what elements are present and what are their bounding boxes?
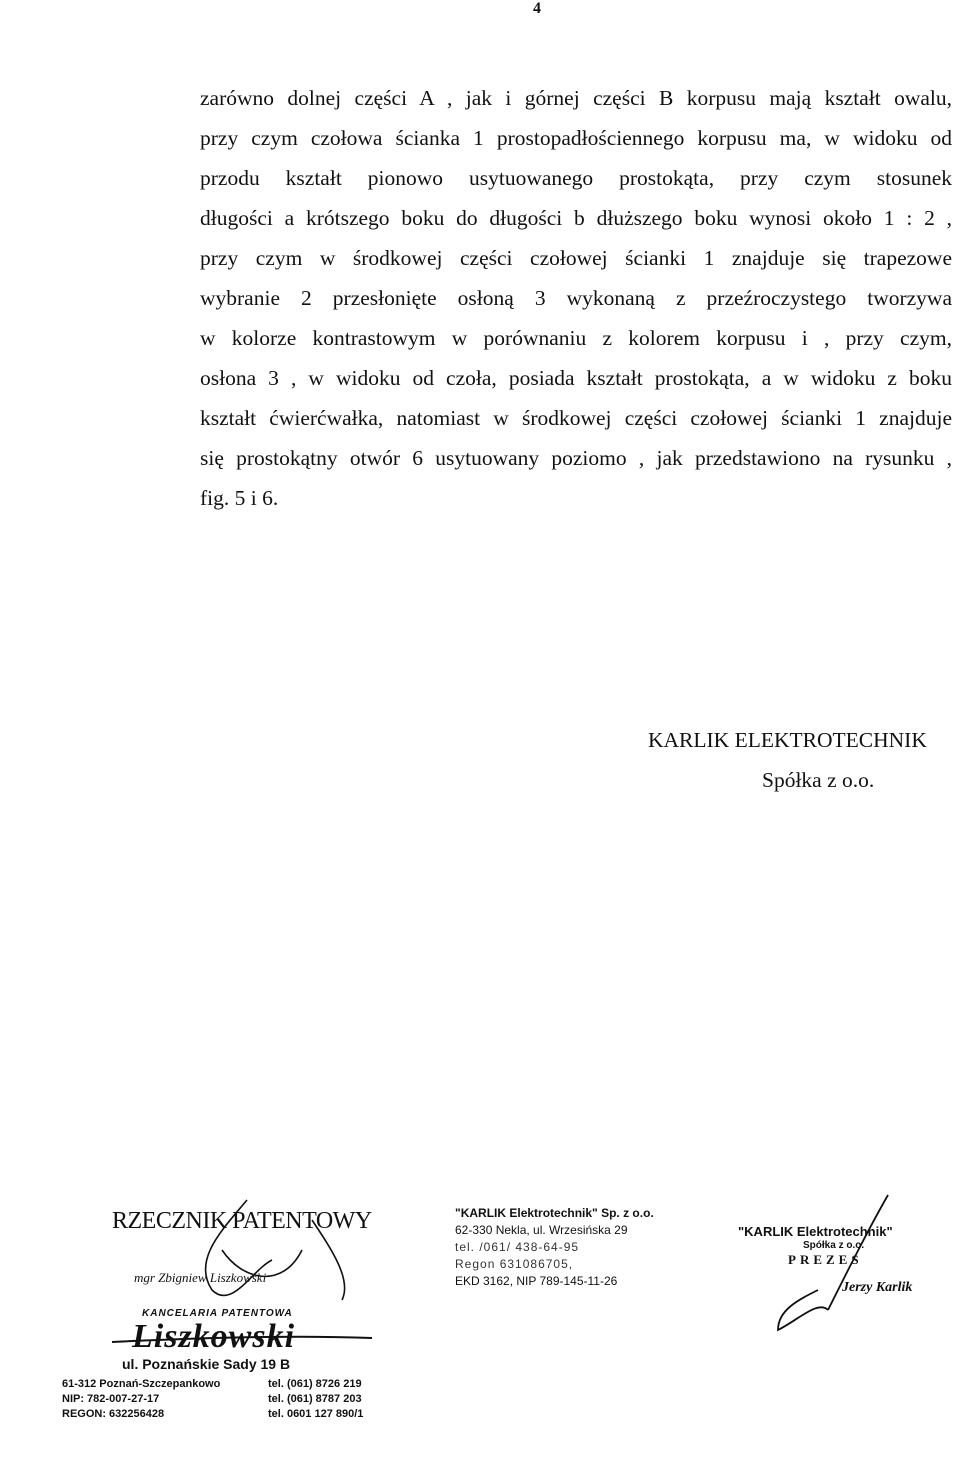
body-line: osłona 3 , w widoku od czoła, posiada kształt prostokąta, a w widoku z boku bbox=[200, 366, 952, 390]
stamp-attorney-row-right: tel. 0601 127 890/1 bbox=[268, 1408, 364, 1420]
stamp-attorney-row-right: tel. (061) 8787 203 bbox=[268, 1393, 362, 1405]
stamp-attorney-row bbox=[62, 1408, 364, 1420]
stamp-company-line: EKD 3162, NIP 789-145-11-26 bbox=[455, 1274, 618, 1288]
page-number: 4 bbox=[533, 0, 541, 17]
body-line: przy czym w środkowej części czołowej ścianki 1 znajduje się trapezowe bbox=[200, 246, 952, 270]
stamp-attorney-name: mgr Zbigniew Liszkowski bbox=[134, 1270, 267, 1285]
stamp-attorney-row-left: 61-312 Poznań-Szczepankowo bbox=[62, 1378, 221, 1390]
company-signature-block bbox=[648, 720, 927, 800]
body-line: wybranie 2 przesłonięte osłoną 3 wykonaną z przeźroczystego tworzywa bbox=[200, 286, 952, 310]
stamp-attorney-row bbox=[62, 1393, 362, 1405]
body-line: kształt ćwierćwałka, natomiast w środkowej części czołowej ścianki 1 znajduje bbox=[200, 406, 952, 430]
body-line: zarówno dolnej części A , jak i górnej części B korpusu mają kształt owalu, bbox=[200, 86, 952, 110]
body-line: się prostokątny otwór 6 usytuowany poziomo , jak przedstawiono na rysunku , bbox=[200, 446, 952, 470]
stamp-company-line: "KARLIK Elektrotechnik" Sp. z o.o. bbox=[455, 1206, 654, 1220]
company-address-stamp bbox=[455, 1205, 705, 1305]
stamp-company-line: Regon 631086705, bbox=[455, 1257, 574, 1271]
body-line: długości a krótszego boku do długości b dłuższego boku wynosi około 1 : 2 , bbox=[200, 206, 952, 230]
stamp-attorney-row-left: NIP: 782-007-27-17 bbox=[62, 1393, 160, 1405]
president-stamp bbox=[738, 1190, 938, 1340]
stamp-president-form: Spółka z o.o. bbox=[803, 1240, 865, 1251]
stamp-attorney-row-right: tel. (061) 8726 219 bbox=[268, 1378, 362, 1390]
stamp-company-line: tel. /061/ 438-64-95 bbox=[455, 1240, 580, 1254]
body-line: w kolorze kontrastowym w porównaniu z kolorem korpusu i , przy czym, bbox=[200, 326, 952, 350]
body-line: przodu kształt pionowo usytuowanego prostokąta, przy czym stosunek bbox=[200, 166, 952, 190]
stamp-president-title: PREZES bbox=[788, 1252, 863, 1267]
stamp-attorney-address: ul. Poznańskie Sady 19 B bbox=[122, 1356, 291, 1372]
stamp-attorney-org: KANCELARIA PATENTOWA bbox=[142, 1308, 293, 1319]
company-form: Spółka z o.o. bbox=[762, 768, 875, 792]
stamp-attorney-row bbox=[62, 1378, 362, 1390]
stamp-attorney-signature: Liszkowski bbox=[132, 1318, 296, 1355]
patent-attorney-stamp bbox=[62, 1190, 412, 1440]
body-text bbox=[200, 78, 952, 518]
company-name: KARLIK ELEKTROTECHNIK bbox=[648, 728, 927, 752]
stamp-company-line: 62-330 Nekla, ul. Wrzesińska 29 bbox=[455, 1223, 628, 1237]
stamp-attorney-title: RZECZNIK PATENTOWY bbox=[112, 1208, 372, 1234]
body-line: fig. 5 i 6. bbox=[200, 486, 279, 510]
stamp-president-company: "KARLIK Elektrotechnik" bbox=[738, 1224, 893, 1239]
stamp-president-name: Jerzy Karlik bbox=[842, 1280, 913, 1295]
stamp-attorney-row-left: REGON: 632256428 bbox=[62, 1408, 165, 1420]
body-line: przy czym czołowa ścianka 1 prostopadłościennego korpusu ma, w widoku od bbox=[200, 126, 952, 150]
